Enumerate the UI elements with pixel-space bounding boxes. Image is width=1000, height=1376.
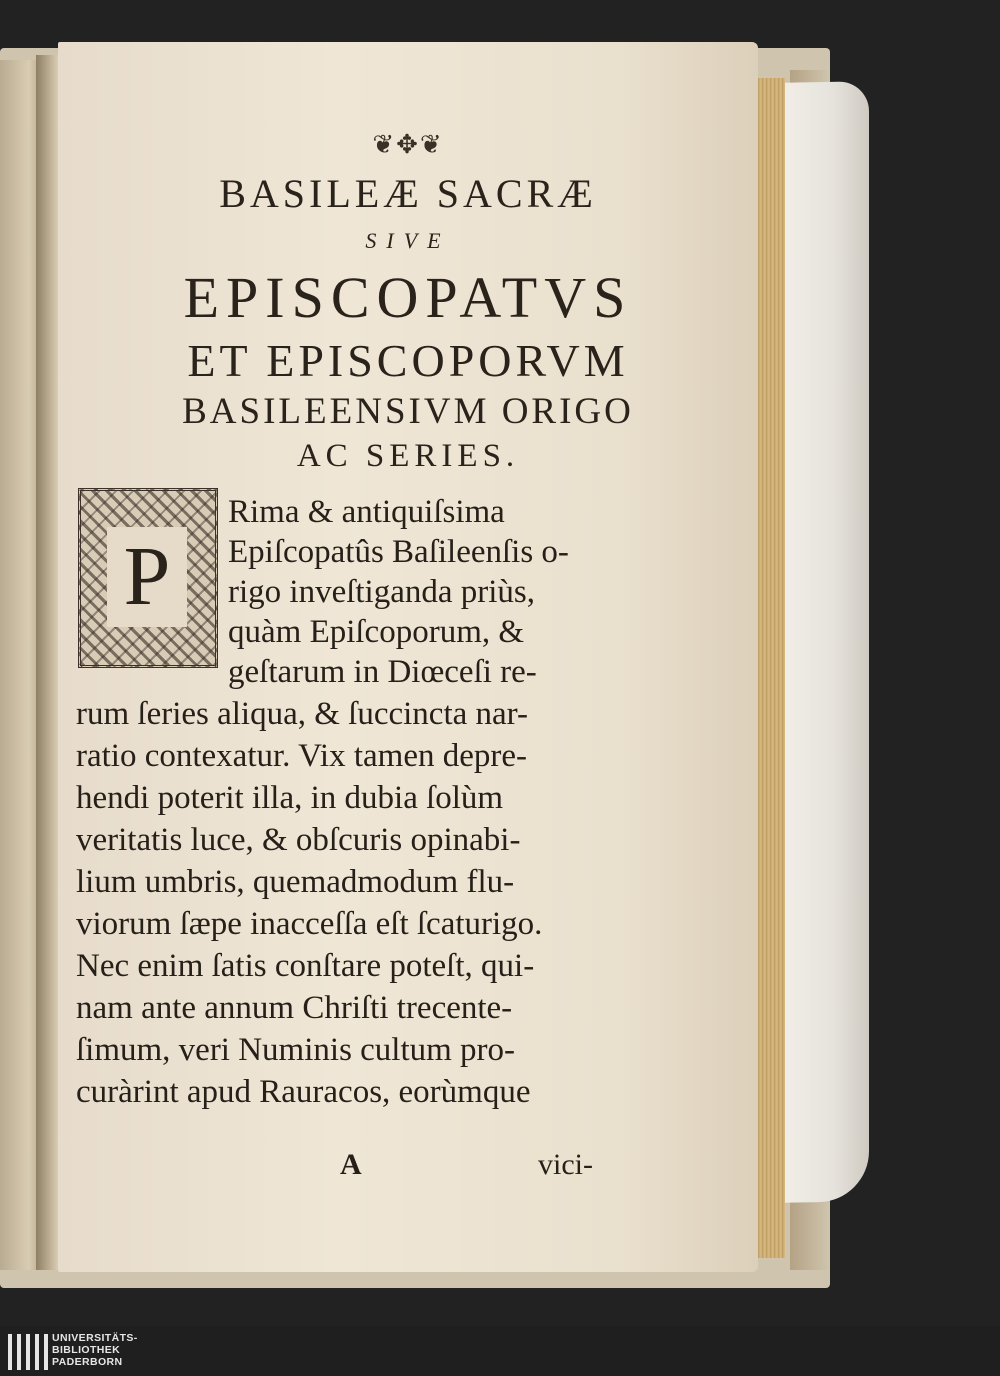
body-line: Rima & antiquiſsima [228,494,505,530]
body-line: rigo inveſtiganda priùs, [228,574,536,610]
body-line: hendi poterit illa, in dubia ſolùm [76,780,504,816]
library-name-line-3: PADERBORN [52,1356,123,1368]
body-line: Epiſcopatûs Baſileenſis o- [228,534,569,570]
signature-mark: A [340,1148,362,1181]
library-name-line-1: UNIVERSITÄTS- [52,1332,138,1344]
body-line: rum ſeries aliqua, & ſuccincta nar- [76,696,528,732]
body-line: lium umbris, quemadmodum flu- [76,864,515,900]
body-line: nam ante annum Chriſti trecente- [76,990,513,1026]
title-line-3: EPISCOPATVS [183,265,633,330]
library-footer [0,1326,1000,1376]
title-line-4: ET EPISCOPORVM [187,335,629,386]
body-line: curàrint apud Rauracos, eorùmque [76,1074,531,1110]
body-line: ſimum, veri Numinis cultum pro- [76,1032,516,1068]
initial-letter: P [107,527,187,627]
ornament-icon: ❦✥❦ [372,130,444,159]
title-line-1: BASILEÆ SACRÆ [219,171,597,216]
body-line: Nec enim ſatis conſtare poteſt, qui- [76,948,535,984]
body-line: geſtarum in Diœceſi re- [228,654,537,690]
paper-flap [783,81,869,1203]
decorated-initial [78,488,218,668]
title-line-6: AC SERIES. [296,438,520,474]
body-line: ratio contexatur. Vix tamen depre- [76,738,527,774]
title-line-5: BASILEENSIVM ORIGO [182,391,634,432]
page-edges [755,78,785,1258]
body-line: viorum ſæpe inacceſſa eſt ſcaturigo. [76,906,543,942]
body-line: quàm Epiſcoporum, & [228,614,525,650]
book-page [58,42,758,1272]
library-name-line-2: BIBLIOTHEK [52,1344,121,1356]
library-name [52,1332,138,1368]
title-line-2: SIVE [365,228,451,253]
body-line: veritatis luce, & obſcuris opinabi- [76,822,521,858]
catchword: vici- [538,1148,593,1181]
library-logo-icon [8,1334,48,1370]
